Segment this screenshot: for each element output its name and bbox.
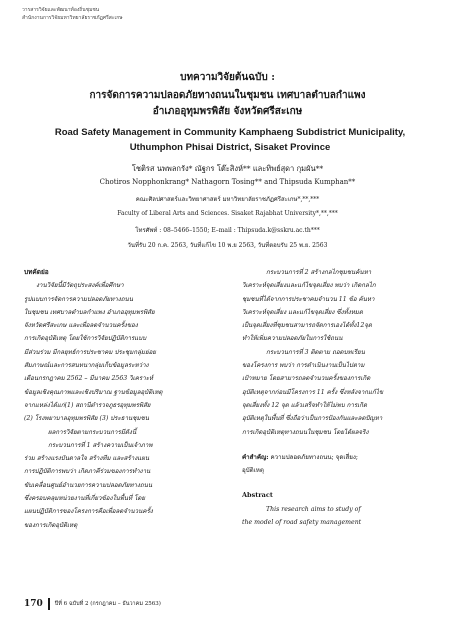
title-th-line2: อำเภออุทุมพรพิสัย จังหวัดศรีสะเกษ [152, 106, 303, 117]
text-line: ร่วม สร้างแรงบันดาลใจ สร้างทีม และสร้างแผน [24, 455, 150, 463]
abstract-th-para2 [24, 426, 212, 532]
text-line: แผนปฏิบัติการของโครงการคือเพื่อลดจำนวนครั้ง [24, 508, 153, 516]
affiliation-en: Faculty of Liberal Arts and Sciences. Sisaket Rajabhat University*,**,*** [117, 210, 338, 217]
text-line: This research aims to study of [266, 505, 361, 513]
page-number: 170 [24, 599, 43, 609]
text-line: กระบวนการที่ 1 สร้างความเป็นเจ้าภาพ [48, 441, 153, 449]
footer-divider [48, 598, 50, 610]
text-line: การเกิดอุบัติเหตุ โดยใช้การวิจัยปฏิบัติการแบบ [24, 335, 147, 343]
text-line: (2) โรงพยาบาลอุทุมพรพิสัย (3) ประธานชุมชน [24, 415, 149, 423]
keywords-text-continued: อุบัติเหตุ [242, 467, 264, 475]
text-line: มีส่วนร่วม มีกลยุทธ์การประชาคม ประชุมกลุ่มย่อย [24, 348, 156, 356]
text-line: อุบัติเหตุในพื้นที่ ซึ่งถือว่าเป็นการป้องกันและลดปัญหา [242, 415, 383, 423]
text-line: งานวิจัยนี้มีวัตถุประสงค์เพื่อศึกษา [36, 282, 124, 290]
contact-info: โทรศัพท์ : 08–5466–1550; E–mail : Thipsuda.k@sskru.ac.th*** [135, 227, 320, 234]
text-line: วิเคราะห์จุดเสี่ยงและแก้ไขจุดเสี่ยง พบว่า เกิดกลไก [242, 282, 376, 290]
left-column [24, 266, 212, 532]
journal-header-line2: สำนักงานการวิจัยมหาวิทยาลัยราชภัฏศรีสะเกษ [22, 15, 123, 21]
abstract-en-heading: Abstract [242, 491, 273, 500]
text-line: ทำให้เพิ่มความปลอดภัยในการใช้ถนน [242, 335, 343, 343]
title-en: Road Safety Management in Community Kamphaeng Subdistrict Municipality, Uthumphon Phisai District, Sisaket Province [54, 127, 406, 153]
text-line: ข้อมูลเชิงคุณภาพและเชิงปริมาณ ฐานข้อมูลอุบัติเหตุ [24, 388, 163, 396]
article-dates: วันที่รับ 20 ก.ค. 2563, วันที่แก้ไข 10 พ.ย 2563, วันที่ตอบรับ 25 พ.ย. 2563 [127, 242, 328, 249]
abstract-th-para1 [24, 279, 212, 425]
text-line: จากแหล่งได้แก่(1) สถานีตำรวจภูธรอุทุมพรพิสัย [24, 401, 151, 409]
right-column [242, 266, 430, 529]
journal-header-line1: วารสารวิจัยและพัฒนาท้องถิ่นชุมชน [22, 7, 100, 13]
text-line: จุดเสี่ยงทั้ง 12 จุด แล้วเสร็จทำให้ไม่พบ การเกิด [242, 401, 368, 409]
page-footer [24, 598, 161, 610]
affiliation-th: คณะศิลปศาสตร์และวิทยาศาสตร์ มหาวิทยาลัยราชภัฏศรีสะเกษ*,**,*** [135, 196, 320, 203]
text-line: จังหวัดศรีสะเกษ และเพื่อลดจำนวนครั้งของ [24, 322, 138, 330]
text-line: อุบัติเหตุจากก่อนมีโครงการ 11 ครั้ง ซึ่งหลังจากแก้ไข [242, 388, 384, 396]
authors-th: โชติรส นพพลกรัง* ณัฐกร โต๊ะสิงห์** และทิพย์สุดา กุมผัน** [131, 164, 324, 173]
text-line: รูปแบบการจัดการความปลอดภัยทางถนน [24, 295, 133, 303]
text-line: ขับเคลื่อนศูนย์อำนวยการความปลอดภัยทางถนน [24, 481, 153, 489]
text-line: กระบวนการที่ 2 สร้างกลไกชุมชนค้นหา [266, 269, 372, 276]
text-line: ในชุมชน เทศบาลตำบลกำแพง อำเภออุทุมพรพิสัย [24, 308, 155, 316]
keywords [242, 451, 430, 464]
authors-en: Chotiros Nopphonkrang* Nathagorn Tosing** and Thipsuda Kumphan** [99, 178, 356, 186]
abstract-th-heading: บทคัดย่อ [24, 268, 49, 276]
text-line: การเกิดอุบัติเหตุทางถนนในชุมชน โดยได้ผลจริง [242, 428, 369, 436]
text-line: สัมภาษณ์และการสนทนากลุ่มเก็บข้อมูลระหว่าง [24, 362, 149, 370]
abstract-en-text [242, 503, 430, 530]
text-line: ผลการวิจัยตามกระบวนการมีดังนี้ [48, 428, 137, 436]
text-line: เป้าหมาย โดยสามารถลดจำนวนครั้งของการเกิด [242, 375, 371, 383]
abstract-th-para4 [242, 346, 430, 439]
article-type: บทความวิจัยต้นฉบับ : [180, 72, 275, 83]
text-line: ซึ่งครอบคลุมหน่วยงานที่เกี่ยวข้องในพื้นที่ โดย [24, 495, 146, 503]
text-line: เป็นจุดเสี่ยงที่ชุมชนสามารถจัดการเองได้ทั้ง12จุด [242, 322, 372, 330]
text-line: ของโครงการ พบว่า การดำเนินงานเป็นไปตาม [242, 362, 365, 370]
text-line: the model of road safety management [242, 519, 362, 527]
text-line: ชุมชนที่ได้จากการประชาคมจำนวน 11 ข้อ ค้นหา [242, 295, 375, 303]
journal-header [22, 6, 123, 22]
text-line: การปฏิบัติการพบว่า เกิดภาคีร่วมของการทำงาน [24, 468, 151, 476]
issue-info: ปีที่ 6 ฉบับที่ 2 (กรกฎาคม – ธันวาคม 2563) [54, 601, 161, 607]
text-line: วิเคราะห์จุดเสี่ยง และแก้ไขจุดเสี่ยง ซึ่งทั้งหมด [242, 308, 363, 316]
keywords-text: ความปลอดภัยทางถนน; จุดเสี่ยง; [270, 453, 358, 461]
abstract-th-para3 [242, 266, 430, 346]
text-line: เดือนกรกฎาคม 2562 – มีนาคม 2563 วิเคราะห์ [24, 375, 154, 383]
title-th-line1: การจัดการความปลอดภัยทางถนนในชุมชน เทศบาลตำบลกำแพง [89, 90, 366, 101]
text-line: กระบวนการที่ 3 ติดตาม ถอดบทเรียน [266, 348, 365, 356]
text-line: ของการเกิดอุบัติเหตุ [24, 521, 78, 529]
keywords-label: คำสำคัญ: [242, 453, 269, 461]
